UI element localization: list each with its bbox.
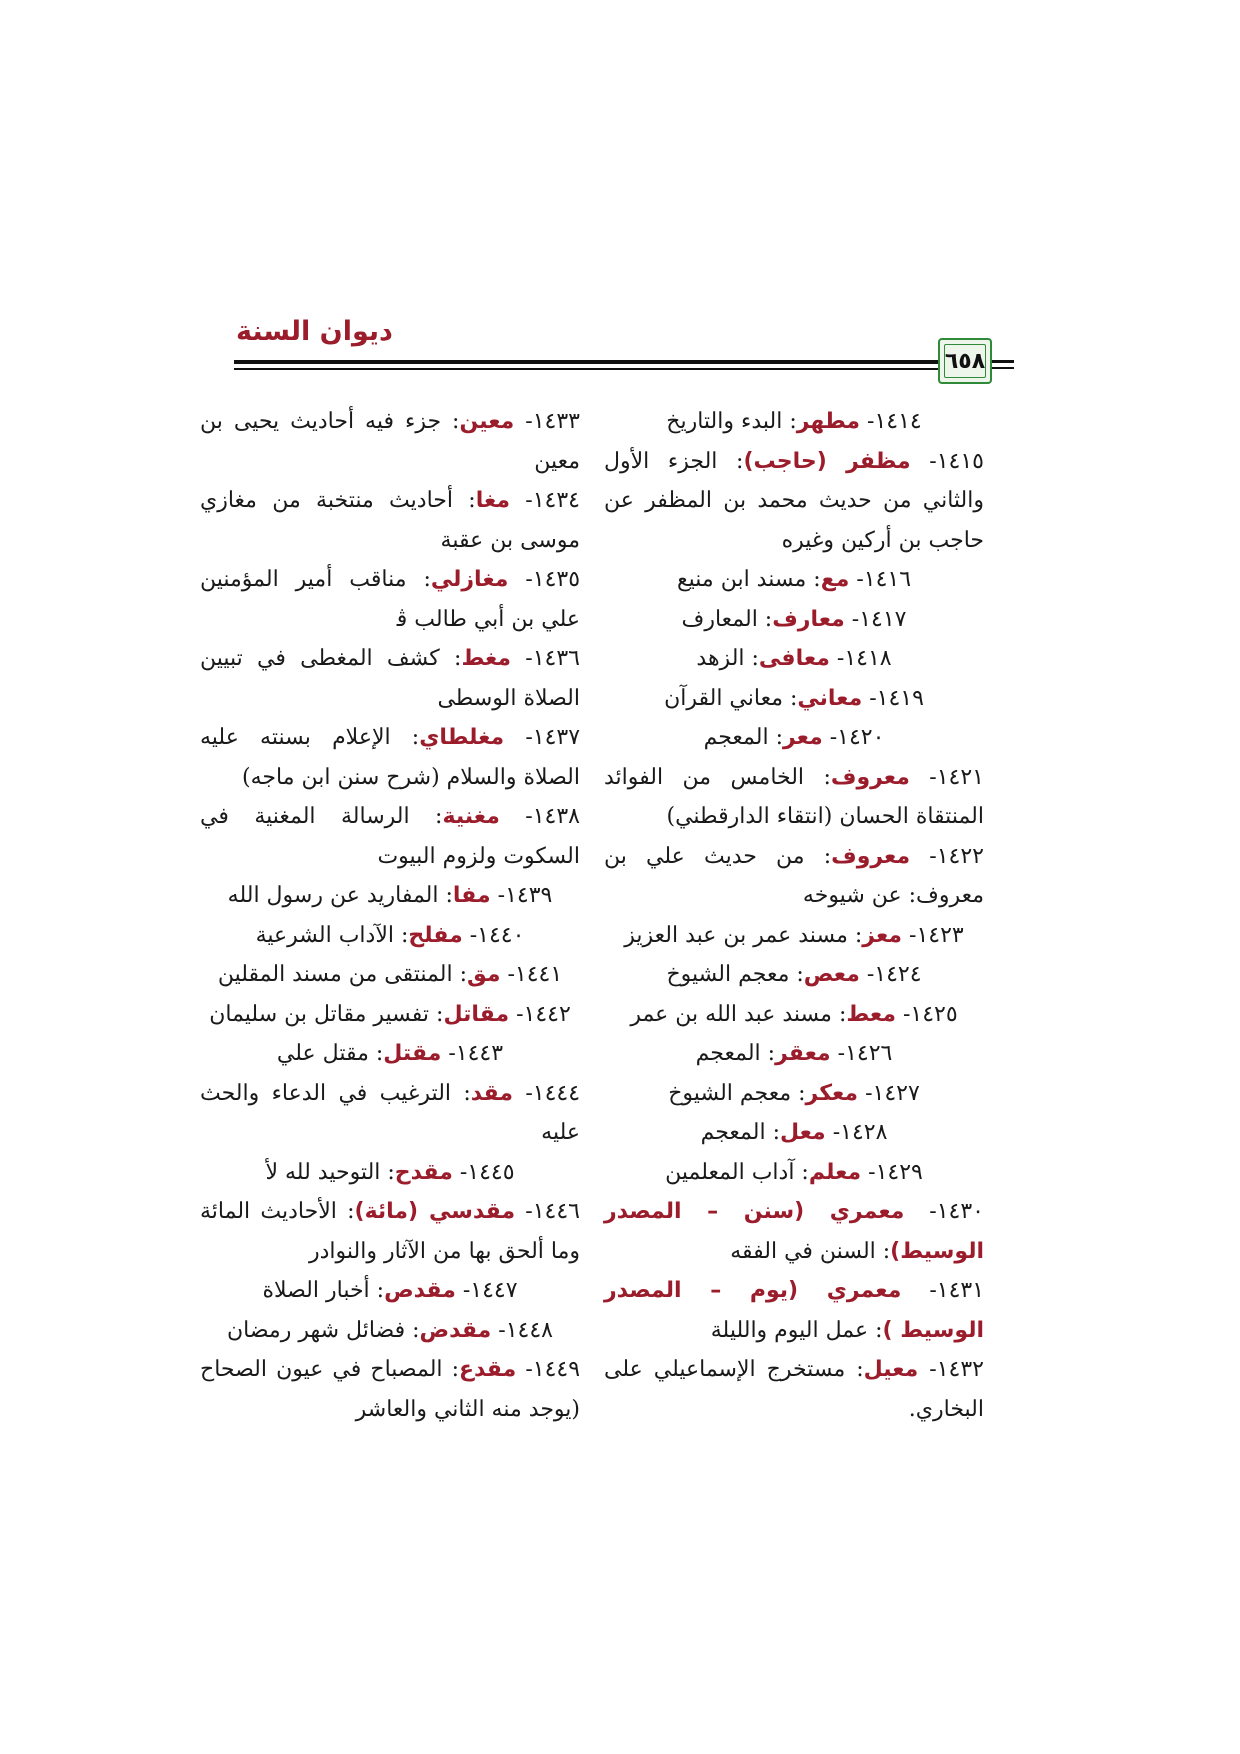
entry-number: ١٤٣٦- (525, 646, 580, 671)
entry-number: ١٤٢٥- (902, 1001, 958, 1027)
entry-symbol: مظفر (حاجب) (743, 448, 911, 474)
entry-number: ١٤٣٢- (929, 1357, 984, 1382)
entry-title: عمل اليوم والليلة (710, 1317, 869, 1343)
index-entry: ١٤٣٨- مغنية: الرسالة المغنية في السكوت ولزوم البيوت (200, 804, 580, 869)
entry-title: المنتقى من مسند المقلين (217, 962, 453, 987)
entry-number: ١٤٤٥- (459, 1159, 515, 1185)
entry-title: كشف المغطى في تبيين الصلاة الوسطى (200, 646, 580, 711)
page-number-frame (938, 338, 992, 384)
entry-title: الجزء الأول والثاني من حديث محمد بن المظفر عن حاجب بن أركين وغيره (604, 448, 984, 553)
entry-number: ١٤١٨- (836, 646, 892, 671)
entry-number: ١٤٢٧- (865, 1080, 920, 1106)
entry-number: ١٤٣٣- (525, 409, 580, 434)
header-rule-thin (234, 368, 944, 370)
entry-title: الآداب الشرعية (255, 922, 394, 948)
index-entry: ١٤٤٤- مقد: الترغيب في الدعاء والحث عليه (200, 1080, 581, 1145)
entry-symbol: معر (782, 725, 823, 750)
entry-title: من حديث علي بن معروف: عن شيوخه (604, 843, 984, 908)
entry-symbol: معافى (758, 646, 830, 671)
index-entry: ١٤٢١- معروف: الخامس من الفوائد المنتقاة الحسان (انتقاء الدارقطني) (604, 764, 984, 829)
entry-title: المفاريد عن رسول الله (227, 883, 439, 908)
index-entry: ١٤٣٥- مغازلي: مناقب أمير المؤمنين علي بن أبي طالب ﭬ (200, 567, 581, 632)
entry-symbol: مقاتل (443, 1001, 510, 1027)
entry-number: ١٤٤٣- (448, 1041, 504, 1066)
entry-symbol: مغا (475, 488, 510, 513)
entry-title: المصباح في عيون الصحاح (يوجد منه الثاني والعاشر (200, 1357, 580, 1422)
entry-symbol: مقدض (419, 1317, 492, 1343)
entry-number: ١٤٣٥- (525, 567, 581, 592)
entry-symbol: مغط (461, 646, 512, 671)
entry-title: المعجم (700, 1120, 766, 1145)
entry-title: التوحيد لله ﻷ (265, 1159, 381, 1185)
entry-title: معجم الشيوخ (666, 962, 790, 987)
index-entry: ١٤٤٠- مفلح: الآداب الشرعية (255, 922, 525, 948)
entry-number: ١٤٤٤- (525, 1080, 581, 1106)
index-entry: ١٤٢٢- معروف: من حديث علي بن معروف: عن شيوخه (604, 843, 984, 908)
entry-symbol: معروف (830, 764, 910, 790)
page-header (226, 312, 1014, 392)
index-entry: ١٤١٨- معافى: الزهد (696, 646, 892, 671)
entry-symbol: مقد (470, 1080, 513, 1106)
index-entry: ١٤٣٠- معمري (سنن – المصدر الوسيط): السنن في الفقه (604, 1199, 984, 1264)
entry-symbol: مق (466, 962, 501, 987)
page-number: ٦٥٨ (944, 348, 986, 374)
entry-title: المعجم (695, 1041, 761, 1066)
index-entry: ١٤٢٤- معص: معجم الشيوخ (666, 962, 922, 987)
entry-title: جزء فيه أحاديث يحيى بن معين (200, 409, 580, 474)
entry-symbol: مقدص (384, 1278, 456, 1303)
entry-number: ١٤١٦- (856, 567, 912, 592)
index-entry: ١٤١٤- مطهر: البدء والتاريخ (666, 409, 922, 434)
index-entry: ١٤٤٩- مقدع: المصباح في عيون الصحاح (يوجد منه الثاني والعاشر (200, 1357, 581, 1422)
entry-title: مستخرج الإسماعيلي على البخاري. (604, 1357, 984, 1422)
entry-number: ١٤١٩- (869, 685, 924, 711)
entry-symbol: مغنية (442, 804, 500, 829)
entry-title: مقتل علي (276, 1041, 369, 1066)
index-entry: ١٤١٩- معاني: معاني القرآن (664, 685, 924, 711)
entry-title: الأحاديث المائة وما ألحق بها من الآثار والنوادر (200, 1199, 580, 1264)
entry-number: ١٤٢٠- (829, 725, 885, 750)
entry-number: ١٤٤٧- (462, 1278, 518, 1303)
index-entry: ١٤٤٨- مقدض: فضائل شهر رمضان (226, 1317, 553, 1343)
entry-title: المعجم (703, 725, 769, 750)
entry-title: أحاديث منتخبة من مغازي موسى بن عقبة (200, 488, 580, 553)
entry-title: مناقب أمير المؤمنين علي بن أبي طالب ﭬ (200, 567, 580, 632)
entry-number: ١٤٢٤- (866, 962, 922, 987)
entry-title: الإعلام بسنته عليه الصلاة والسلام (شرح سنن ابن ماجه) (200, 725, 580, 790)
entry-title: مسند عبد الله بن عمر (630, 1001, 832, 1027)
entry-title: الترغيب في الدعاء والحث عليه (200, 1080, 580, 1145)
entry-symbol: مطهر (796, 409, 861, 434)
entry-number: ١٤٤٦- (525, 1199, 580, 1224)
index-entry: ١٤٣٦- مغط: كشف المغطى في تبيين الصلاة الوسطى (200, 646, 580, 711)
entry-number: ١٤٣٤- (525, 488, 580, 513)
entry-number: ١٤٢٢- (929, 843, 984, 869)
entry-title: البدء والتاريخ (666, 409, 783, 434)
index-entry: ١٤٤٦- مقدسي (مائة): الأحاديث المائة وما ألحق بها من الآثار والنوادر (200, 1199, 580, 1264)
index-entry: ١٤١٥- مظفر (حاجب): الجزء الأول والثاني من حديث محمد بن المظفر عن حاجب بن أركين وغيره (604, 448, 984, 553)
entry-number: ١٤٢١- (929, 764, 984, 790)
entry-symbol: مقدسي (مائة) (354, 1199, 516, 1224)
entry-title: المعارف (681, 606, 758, 632)
entry-symbol: معارف (772, 606, 845, 632)
entry-number: ١٤٣٩- (497, 883, 553, 908)
entry-symbol: معل (780, 1120, 826, 1145)
index-entry: ١٤٤٥- مقدح: التوحيد لله ﻷ (265, 1159, 515, 1185)
entry-symbol: معاني (797, 685, 863, 711)
entry-number: ١٤٢٣- (909, 922, 964, 948)
entry-number: ١٤٣٧- (525, 725, 581, 750)
entry-title: معاني القرآن (664, 685, 783, 711)
entry-symbol: مفلح (408, 922, 463, 948)
entry-symbol: مقدع (459, 1357, 517, 1382)
entry-title: فضائل شهر رمضان (226, 1317, 406, 1343)
entry-symbol: معلم (808, 1159, 862, 1185)
entry-symbol: معين (459, 409, 515, 434)
entry-number: ١٤٢٦- (837, 1041, 893, 1066)
entry-title: السنن في الفقه (730, 1238, 876, 1264)
entry-number: ١٤١٥- (929, 448, 984, 474)
index-entry: ١٤٤٢- مقاتل: تفسير مقاتل بن سليمان (209, 1001, 571, 1027)
index-entry: ١٤٣١- معمري (يوم – المصدر الوسيط ): عمل اليوم والليلة (604, 1278, 985, 1343)
entry-symbol: معمري (يوم – المصدر الوسيط ) (604, 1278, 984, 1343)
entry-title: مسند عمر بن عبد العزيز (624, 922, 848, 948)
entry-number: ١٤٢٨- (832, 1120, 888, 1145)
index-entry: ١٤٢٥- معط: مسند عبد الله بن عمر (630, 1001, 958, 1027)
index-entry: ١٤٤٧- مقدص: أخبار الصلاة (262, 1278, 518, 1303)
index-entry: ١٤٢٦- معقر: المعجم (695, 1041, 893, 1066)
entry-symbol: مفا (452, 883, 491, 908)
entry-symbol: مغازلي (430, 567, 509, 592)
entry-number: ١٤٤٩- (525, 1357, 581, 1382)
entry-symbol: معمري (سنن – المصدر الوسيط) (604, 1199, 984, 1264)
index-entry: ١٤٤٣- مقتل: مقتل علي (276, 1041, 504, 1066)
entry-title: الخامس من الفوائد المنتقاة الحسان (انتقاء الدارقطني) (604, 764, 984, 829)
entry-symbol: مقدح (394, 1159, 453, 1185)
index-entry: ١٤٢٧- معكر: معجم الشيوخ (668, 1080, 920, 1106)
header-rule (234, 360, 944, 364)
entry-symbol: معز (862, 922, 902, 948)
entry-title: مسند ابن منيع (676, 567, 807, 592)
index-entry: ١٤٢٩- معلم: آداب المعلمين (665, 1159, 923, 1185)
entry-symbol: معيل (863, 1357, 919, 1382)
index-entry: ١٤٤١- مق: المنتقى من مسند المقلين (217, 962, 563, 987)
index-entry: ١٤٣٢- معيل: مستخرج الإسماعيلي على البخاري. (604, 1357, 984, 1422)
entry-title: معجم الشيوخ (668, 1080, 792, 1106)
entry-symbol: مع (820, 567, 850, 592)
entry-symbol: مغلطاي (419, 725, 505, 750)
right-column (604, 402, 984, 1429)
entry-title: تفسير مقاتل بن سليمان (209, 1001, 430, 1027)
book-title: ديوان السنة (236, 316, 393, 347)
entry-title: آداب المعلمين (665, 1159, 795, 1185)
entry-number: ١٤٤٠- (469, 922, 525, 948)
left-column (200, 402, 580, 1429)
entry-title: أخبار الصلاة (262, 1278, 370, 1303)
entry-number: ١٤٣٨- (525, 804, 580, 829)
index-entry: ١٤٣٤- مغا: أحاديث منتخبة من مغازي موسى بن عقبة (200, 488, 580, 553)
index-entry: ١٤٣٧- مغلطاي: الإعلام بسنته عليه الصلاة والسلام (شرح سنن ابن ماجه) (200, 725, 581, 790)
entry-number: ١٤٤١- (507, 962, 563, 987)
entry-number: ١٤٢٩- (868, 1159, 923, 1185)
entry-number: ١٤٣١- (929, 1278, 985, 1303)
index-entry: ١٤١٧- معارف: المعارف (681, 606, 907, 632)
entry-symbol: معص (803, 962, 860, 987)
index-entry: ١٤٣٩- مفا: المفاريد عن رسول الله (227, 883, 553, 908)
entry-title: الرسالة المغنية في السكوت ولزوم البيوت (200, 804, 580, 869)
entry-symbol: مقتل (383, 1041, 442, 1066)
entry-title: الزهد (696, 646, 745, 671)
entry-symbol: معكر (805, 1080, 859, 1106)
entry-number: ١٤٤٢- (516, 1001, 571, 1027)
entry-number: ١٤١٧- (851, 606, 907, 632)
index-entry: ١٤٢٨- معل: المعجم (700, 1120, 888, 1145)
entry-symbol: معط (846, 1001, 896, 1027)
index-entry: ١٤٢٣- معز: مسند عمر بن عبد العزيز (624, 922, 964, 948)
entry-number: ١٤٤٨- (498, 1317, 553, 1343)
entry-number: ١٤١٤- (867, 409, 922, 434)
entry-symbol: معروف (831, 843, 911, 869)
index-entry: ١٤١٦- مع: مسند ابن منيع (676, 567, 912, 592)
entry-symbol: معقر (775, 1041, 831, 1066)
entry-number: ١٤٣٠- (929, 1199, 984, 1224)
index-entry: ١٤٢٠- معر: المعجم (703, 725, 885, 750)
index-entry: ١٤٣٣- معين: جزء فيه أحاديث يحيى بن معين (200, 409, 580, 474)
